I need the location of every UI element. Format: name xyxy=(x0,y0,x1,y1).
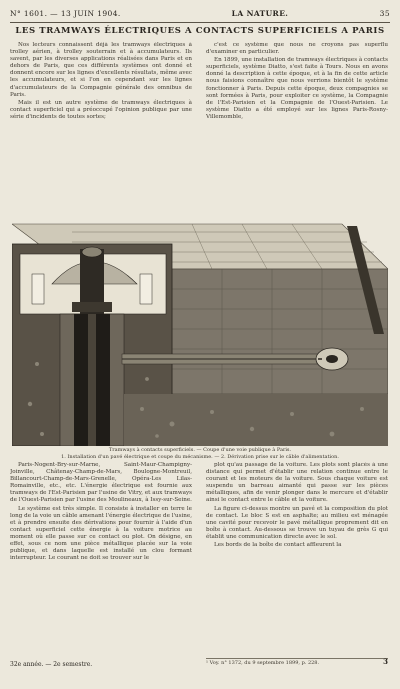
footnote: ¹ Voy. n° 1372, du 9 septembre 1899, p. 228. xyxy=(206,658,388,666)
paragraph: En 1899, une installation de tramways électriques à contacts superficiels, système Diatto, s'est faite à Tours. Nous en avons donné la description à cette époque, et à la fin de cette article nous faisions connaître que nous verrions bientôt le système fonctionner à Paris. Depuis cette époque, deux compagnies se sont formées à Paris, pour exploiter ce système, la Compagnie de l'Est-Parisien et la Compagnie de l'Ouest-Parisien. Le système Diatto a été employé sur les lignes Paris-Rosny-Villemomble, xyxy=(206,57,388,120)
paragraph: c'est ce système que nous ne croyons pas superflu d'examiner en particulier. xyxy=(206,42,388,56)
text-column-3 xyxy=(10,462,192,657)
paragraph: Paris-Nogent-Bry-sur-Marne, Saint-Maur-Champigny-Joinville, Châtenay-Champ-de-Mars, Boulogne-Montreuil, Billancourt-Champ-de-Mars-Grenelle, Opéra-Les Lilas-Romainville, etc., etc. L'énergie électrique est fournie aux tramways de l'Est-Parisien par l'usine de Vitry, et aux tramways de l'Ouest-Parisien par l'usine des Moulineaux, à Issy-sur-Seine. xyxy=(10,462,192,504)
signature-mark: 3 xyxy=(383,657,388,666)
paragraph: plot qu'au passage de la voiture. Les plots sont placés à une distance qui permet d'établir une relation continue entre le courant et les moteurs de la voiture. Sous chaque voiture est suspendu un barreau aimanté qui passe sur les pièces métalliques, afin de venir plonger dans le mercure et d'établir ainsi le contact entre le câble et la voiture. xyxy=(206,462,388,504)
paragraph: Nos lecteurs connaissent déjà les tramways électriques à trolley aérien, à trolley souterrain et à accumulateurs. Ils savent, par les diverses applications réalisées dans Paris et en dehors de Paris, que ces différents systèmes ont donné et donnent encore sur les lignes d'excellents résultats, même avec les accumulateurs, et si l'on en cependant sur les lignes d'accumulateurs de la Compagnie générale des omnibus de Paris. xyxy=(10,42,192,98)
page-header xyxy=(10,6,390,23)
paragraph: Mais il est un autre système de tramways électriques à contact superficiel qui a préoccupé l'opinion publique par une série d'incidents de toutes sortes; xyxy=(10,99,192,120)
tramway-engraving xyxy=(12,214,388,446)
page-number: 35 xyxy=(379,8,390,18)
caption-line: 1. Installation d'un pavé électrique et coupe du mécanisme. — 2. Dérivation prise sur le câble d'alimentation. xyxy=(61,453,339,460)
figure-caption xyxy=(10,447,390,460)
volume-info: 32e année. — 2e semestre. xyxy=(10,661,93,668)
paragraph: Les bords de la boîte de contact affleurent la xyxy=(214,542,342,549)
article-title: LES TRAMWAYS ÉLECTRIQUES A CONTACTS SUPERFICIELS A PARIS xyxy=(15,26,385,36)
paragraph: Le système est très simple. Il consiste à installer en terre le long de la voie un câble amenant l'énergie électrique de l'usine, et à prendre ensuite des dérivations pour fournir à l'aide d'un contact superficiel cette énergie à la voiture motrice au moment où elle passe sur ce contact ou plot. On désigne, en effet, sous ce nom une pièce métallique placée sur la voie publique, et dans laquelle est installé un clou formant interrupteur. Le courant ne doit se trouver sur le xyxy=(10,505,192,562)
text-column-4 xyxy=(206,462,388,657)
issue-date: N° 1601. — 13 JUIN 1904. xyxy=(10,8,121,18)
paragraph: La figure ci-dessus montre un pavé et la composition du plot de contact. Le bloc S est en asphalte; au milieu est ménagée une cavité pour recevoir le pavé métallique proprement dit en boîte à contact. Au-dessous se trouve un tuyau de grès G qui établit une communication directe avec le sol. xyxy=(206,505,388,540)
caption-line: Tramways à contacts superficiels. — Coupe d'une voie publique à Paris. xyxy=(108,447,292,453)
journal-name: LA NATURE. xyxy=(231,8,289,18)
